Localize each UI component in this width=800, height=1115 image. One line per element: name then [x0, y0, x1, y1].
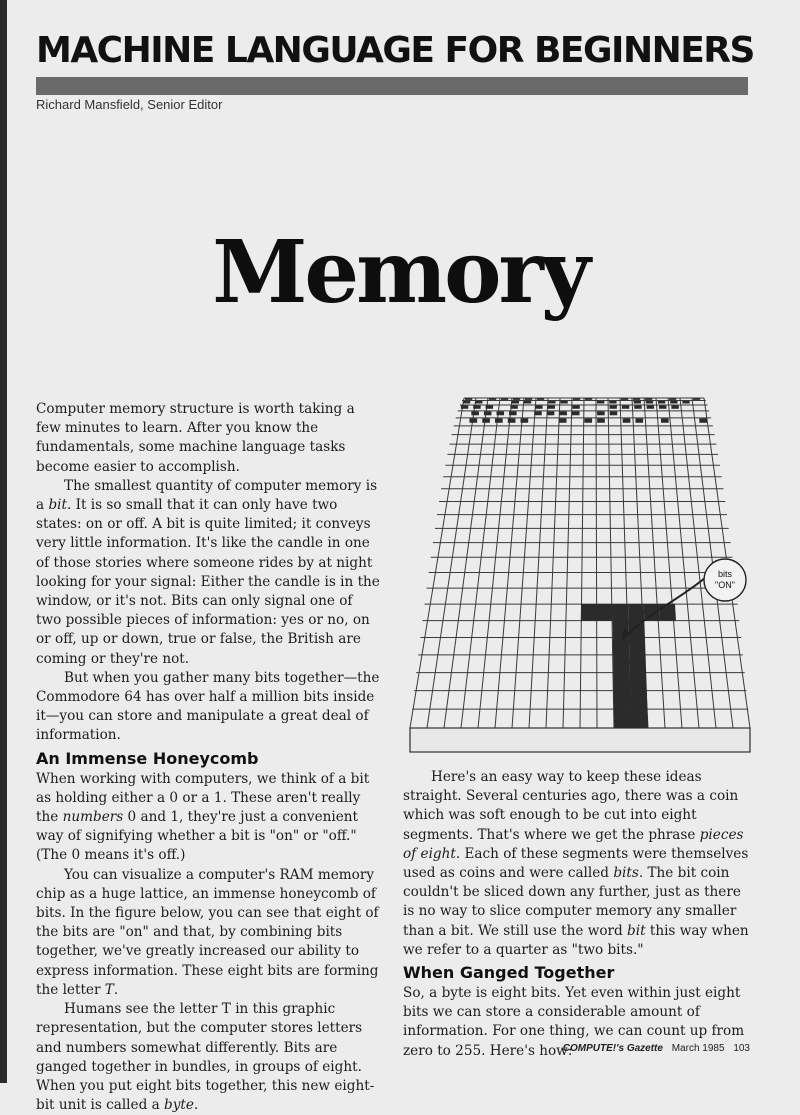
- lattice-far-bit: [548, 401, 555, 404]
- lattice-far-bit: [512, 401, 519, 404]
- lattice-column-line: [644, 398, 665, 728]
- lattice-far-bit: [572, 411, 580, 415]
- lattice-far-bit: [572, 406, 579, 409]
- lattice-column-line: [478, 398, 512, 728]
- lattice-column-line: [563, 398, 572, 728]
- callout-label-bits: bits: [717, 569, 733, 579]
- subhead-immense-honeycomb: An Immense Honeycomb: [36, 748, 259, 768]
- byline: Richard Mansfield, Senior Editor: [36, 97, 223, 112]
- lattice-column-line: [529, 398, 548, 728]
- lattice-on-bit-t-stem: [630, 673, 647, 691]
- lattice-on-bit-t-stem: [613, 673, 630, 691]
- lattice-far-bit: [497, 411, 505, 415]
- lattice-far-bit: [495, 418, 503, 422]
- lattice-far-bit: [501, 399, 508, 400]
- lattice-far-bit: [693, 399, 700, 400]
- lattice-far-bit: [646, 401, 653, 404]
- lattice-on-bit-t-bar: [659, 604, 676, 620]
- page-footer: [557, 1043, 750, 1054]
- paragraph: But when you gather many bits together—the Commodore 64 has over half a million bits inside it—you can store and manipulate a great deal of information.: [36, 669, 380, 744]
- lattice-far-bit: [489, 399, 496, 400]
- lattice-far-bit: [524, 401, 531, 404]
- paragraph: Humans see the letter T in this graphic representation, but the computer stores letters and numbers somewhat differently. Bits are ganged together in bundles, in groups of eight. When you put eight bits together, this new eight-bit unit is called a byte.: [36, 1001, 375, 1114]
- lattice-far-bit: [521, 418, 529, 422]
- lattice-far-bit: [661, 418, 669, 422]
- lattice-on-bit-t-stem: [614, 709, 631, 728]
- lattice-far-bit: [669, 399, 676, 400]
- lattice-far-bit: [647, 406, 654, 409]
- lattice-far-bit: [682, 401, 689, 404]
- header-rule-bar: [36, 77, 748, 95]
- callout-label-on: "ON": [715, 580, 735, 590]
- lattice-on-bit-t-stem: [629, 638, 646, 655]
- lattice-far-bit: [559, 418, 567, 422]
- footer-date: March 1985: [671, 1043, 725, 1054]
- lattice-far-bit: [634, 406, 641, 409]
- paragraph: When working with computers, we think of a bit as holding either a 0 or a 1. These aren't really the numbers 0 and 1, they're just a convenient way of signifying whether a bit is "on" or "off." (The 0 means it's off.): [36, 770, 370, 864]
- lattice-column-line: [546, 398, 560, 728]
- lattice-far-bit: [633, 399, 640, 400]
- lattice-far-bit: [473, 406, 480, 409]
- lattice-column-line: [461, 398, 500, 728]
- lattice-far-bit: [547, 411, 555, 415]
- paragraph: Here's an easy way to keep these ideas straight. Several centuries ago, there was a coin which was soft enough to be cut into eight segments. That's where we get the phrase pieces of eight. Each of these segments were themselves used as coins and were called bits. The bit coin couldn't be sliced down any further, just as there is no way to slice computer memory any smaller than a bit. We still use the word bit this way when we refer to a quarter as "two bits.": [403, 769, 749, 958]
- lattice-far-bit: [560, 401, 567, 404]
- lattice-on-bit-t-stem: [613, 638, 629, 655]
- footer-publication: COMPUTE!'s Gazette: [562, 1043, 663, 1054]
- lattice-far-bit: [597, 411, 605, 415]
- lattice-far-bit: [645, 399, 652, 400]
- lattice-far-bit: [469, 418, 477, 422]
- lattice-far-bit: [534, 411, 542, 415]
- lattice-grid: [410, 398, 750, 752]
- lattice-on-bit-t-bar: [581, 604, 597, 620]
- right-column: [403, 768, 750, 1061]
- lattice-far-bit: [597, 401, 604, 404]
- lattice-column-line: [580, 398, 584, 728]
- lattice-far-bit: [573, 399, 580, 400]
- lattice-base: [410, 728, 750, 752]
- article-title: Memory: [212, 222, 588, 323]
- lattice-on-bit-t-bar: [597, 604, 613, 620]
- lattice-far-bit: [658, 401, 665, 404]
- lattice-column-line: [512, 398, 536, 728]
- lattice-column-line: [656, 398, 682, 728]
- lattice-column-line: [608, 398, 614, 728]
- lattice-far-bit: [584, 418, 592, 422]
- left-column: [36, 400, 381, 1115]
- lattice-on-bit-t-stem: [629, 655, 646, 673]
- lattice-far-bit: [623, 418, 631, 422]
- lattice-far-bit: [621, 399, 628, 400]
- paragraph: So, a byte is eight bits. Yet even within just eight bits we can store a considerable amount of information. For one thing, we can count up from zero to 255. Here's how:: [403, 985, 745, 1059]
- lattice-on-bits: [461, 399, 707, 729]
- memory-lattice-figure: [398, 392, 758, 760]
- lattice-on-bit-t-stem: [630, 691, 647, 709]
- lattice-far-bit: [634, 401, 641, 404]
- footer-page-number: 103: [733, 1043, 750, 1054]
- lattice-far-bit: [465, 399, 472, 400]
- lattice-far-bit: [486, 406, 493, 409]
- paragraph: The smallest quantity of computer memory is a bit. It is so small that it can only have two states: on or off. A bit is quite limited; it conveys very little information. It's like the candle in one of those stories where someone rides by at night looking for your signal: Either the candle is in the window, or it's not. Bits can only signal one of two possible pieces of information: yes or no, on or off, up or down, true or false, the British are coming or they're not.: [36, 477, 380, 667]
- lattice-far-bit: [597, 418, 605, 422]
- lattice-on-bit-t-stem: [613, 655, 630, 673]
- lattice-far-bit: [609, 401, 616, 404]
- lattice-far-bit: [548, 406, 555, 409]
- lattice-far-bit: [671, 406, 678, 409]
- lattice-far-bit: [471, 411, 479, 415]
- lattice-far-bit: [659, 406, 666, 409]
- paragraph: Computer memory structure is worth taking a few minutes to learn. After you know the fundamentals, some machine language tasks become easier to accomplish.: [36, 401, 355, 475]
- page-edge-shadow: [0, 0, 7, 1083]
- lattice-far-bit: [537, 399, 544, 400]
- lattice-on-bit-t-stem: [614, 691, 631, 709]
- lattice-far-bit: [635, 418, 643, 422]
- lattice-far-bit: [699, 418, 707, 422]
- lattice-far-bit: [585, 399, 592, 400]
- lattice-far-bit: [482, 418, 490, 422]
- lattice-far-bit: [513, 399, 520, 400]
- lattice-far-bit: [463, 401, 470, 404]
- series-title: MACHINE LANGUAGE FOR BEGINNERS: [36, 30, 754, 71]
- lattice-column-line: [444, 398, 488, 728]
- lattice-on-bit-t-bar: [628, 604, 644, 620]
- lattice-on-bit-t-stem: [631, 709, 648, 728]
- lattice-far-bit: [510, 406, 517, 409]
- lattice-far-bit: [559, 411, 567, 415]
- lattice-far-bit: [475, 401, 482, 404]
- lattice-far-bit: [508, 418, 516, 422]
- lattice-on-bit-t-bar: [612, 604, 628, 620]
- lattice-column-line: [495, 398, 524, 728]
- lattice-far-bit: [509, 411, 517, 415]
- lattice-column-line: [427, 398, 476, 728]
- lattice-far-bit: [610, 411, 618, 415]
- lattice-far-bit: [622, 406, 629, 409]
- lattice-column-line: [596, 398, 597, 728]
- lattice-far-bit: [670, 401, 677, 404]
- paragraph: You can visualize a computer's RAM memory chip as a huge lattice, an immense honeycomb of bits. In the figure below, you can see that eight of the bits are "on" and that, by combining bits together, we've greatly increased our ability to express information. These eight bits are forming the letter T.: [36, 866, 379, 998]
- lattice-far-bit: [484, 411, 492, 415]
- lattice-column-line: [410, 398, 464, 728]
- lattice-far-bit: [535, 406, 542, 409]
- lattice-far-bit: [609, 406, 616, 409]
- lattice-far-bit: [525, 399, 532, 400]
- lattice-far-bit: [461, 406, 468, 409]
- lattice-column-line: [668, 398, 699, 728]
- subhead-when-ganged-together: When Ganged Together: [403, 963, 615, 983]
